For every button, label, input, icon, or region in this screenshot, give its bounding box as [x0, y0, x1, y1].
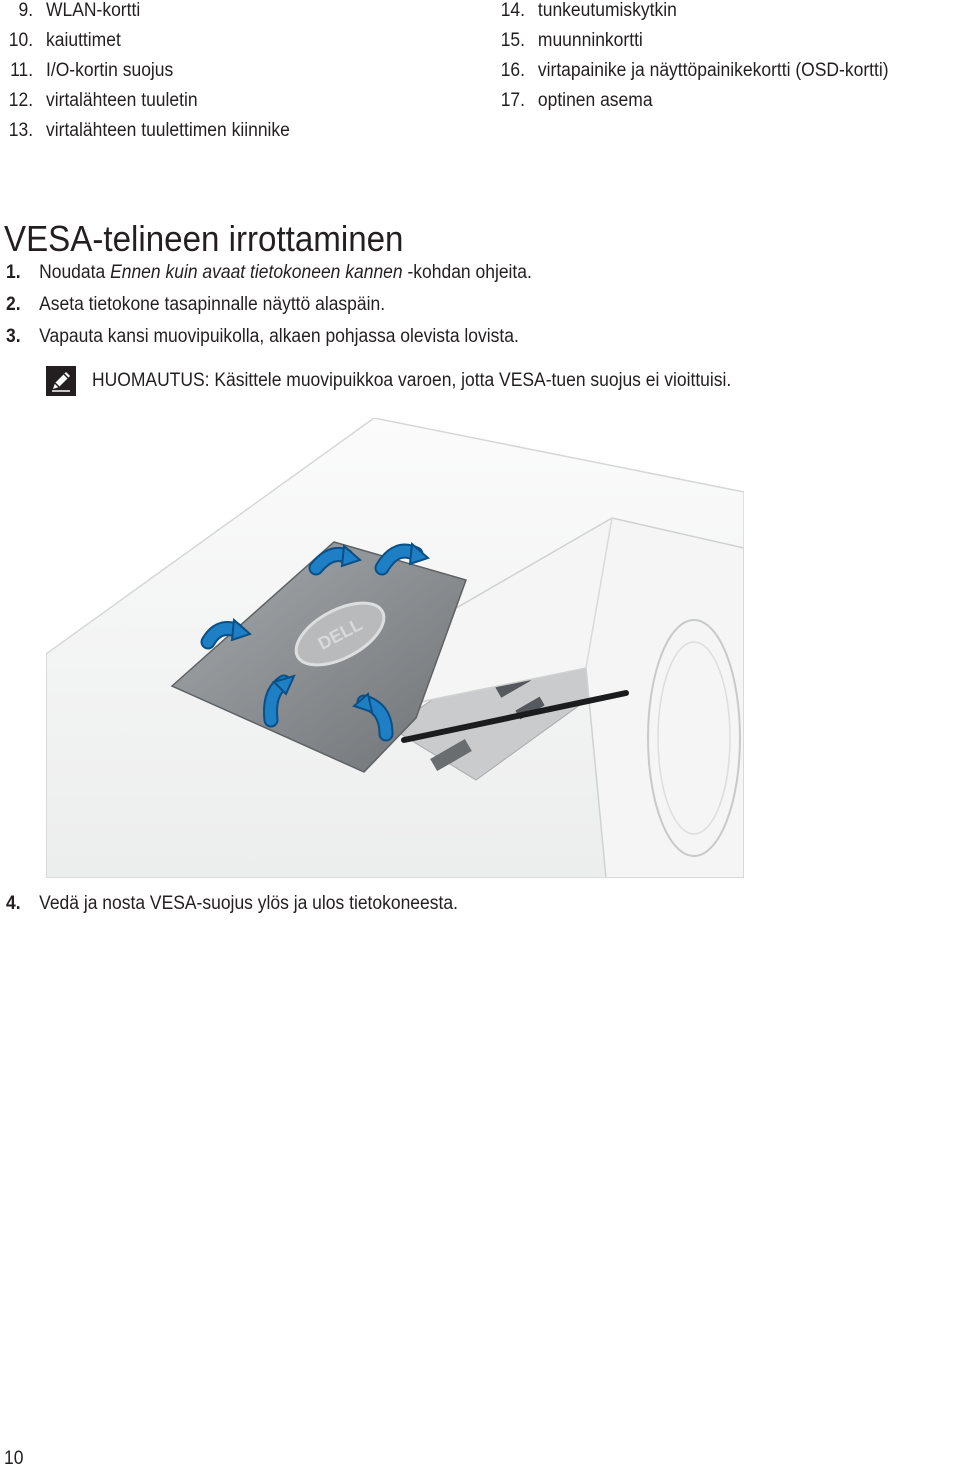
- list-item: 17. optinen asema: [500, 90, 653, 111]
- note-pencil-icon: [46, 366, 76, 396]
- step-item: 4. Vedä ja nosta VESA-suojus ylös ja ulos tietokoneesta.: [6, 893, 458, 914]
- list-item: 15. muunninkortti: [500, 30, 643, 51]
- list-item: 13. virtalähteen tuulettimen kiinnike: [8, 120, 290, 141]
- step-item: 3. Vapauta kansi muovipuikolla, alkaen pohjassa olevista lovista.: [6, 326, 519, 347]
- step-item: 2. Aseta tietokone tasapinnalle näyttö alaspäin.: [6, 294, 386, 315]
- note-label: HUOMAUTUS:: [92, 370, 210, 391]
- list-item: 12. virtalähteen tuuletin: [8, 90, 198, 111]
- note-text: Käsittele muovipuikkoa varoen, jotta VESA-tuen suojus ei vioittuisi.: [209, 370, 732, 391]
- dell-logo: DELL: [314, 614, 366, 654]
- list-item: 9. WLAN-kortti: [18, 0, 141, 21]
- list-item: 14. tunkeutumiskytkin: [500, 0, 677, 21]
- vesa-cover-illustration: [46, 418, 744, 878]
- step-item: 1. Noudata Ennen kuin avaat tietokoneen kannen -kohdan ohjeita.: [6, 262, 532, 283]
- list-item: 10. kaiuttimet: [8, 30, 121, 51]
- cross-reference: Ennen kuin avaat tietokoneen kannen: [110, 262, 403, 283]
- list-item: 11. I/O-kortin suojus: [10, 60, 174, 81]
- list-item: 16. virtapainike ja näyttöpainikekortti (OSD-kortti): [500, 60, 889, 81]
- page-number: 10: [4, 1448, 24, 1469]
- section-title: VESA-telineen irrottaminen: [4, 218, 404, 260]
